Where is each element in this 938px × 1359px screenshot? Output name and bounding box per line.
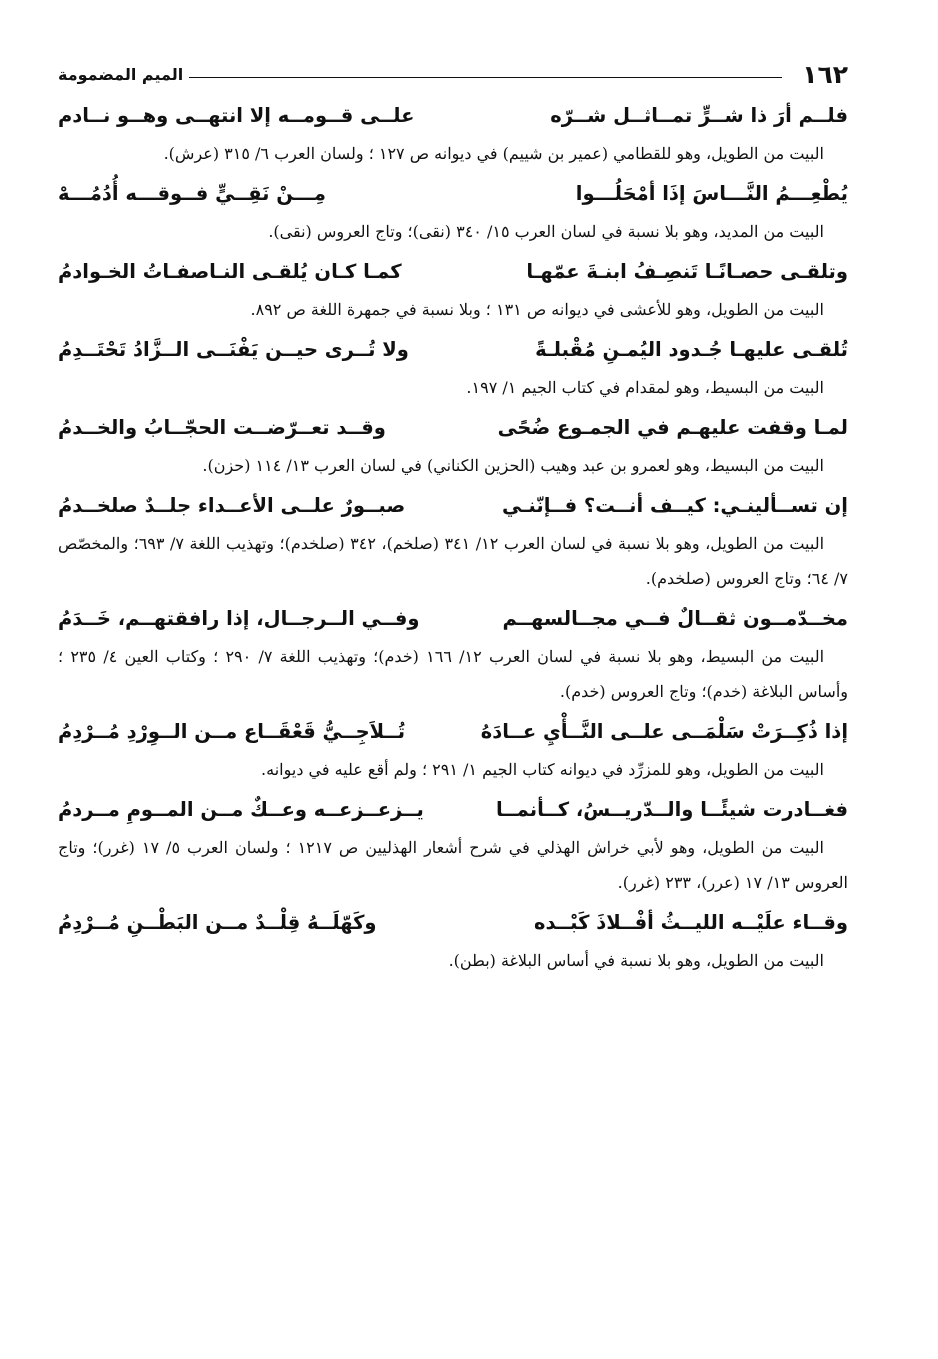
verse-entry: [58, 96, 848, 171]
verse-first-hemistich: وتلقـى حصـانًـا تَنصِـفُ ابنـةَ عمّهـا: [526, 260, 848, 283]
verse-source-note: البيت من الطويل، وهو بلا نسبة في أساس البلاغة (بطن).: [448, 951, 824, 970]
verse-line: [58, 174, 848, 214]
verse-entry: [58, 712, 848, 787]
verse-line: [58, 252, 848, 292]
verse-second-hemistich: علــى قــومــه إلا انتهــى وهــو نــادم: [58, 104, 415, 127]
running-head: الميم المضمومة: [58, 64, 184, 84]
verse-source-note: البيت من الطويل، وهو للأعشى في ديوانه ص ١٣١ ؛ وبلا نسبة في جمهرة اللغة ص ٨٩٢.: [250, 300, 824, 319]
verse-line: [58, 599, 848, 639]
verse-first-hemistich: يُطْعِـــمُ النَّـــاسَ إذَا أمْحَلُـــوا: [575, 182, 848, 205]
verse-entry: [58, 252, 848, 327]
verse-second-hemistich: وقــد تعــرّضــت الحجّــابُ والخــدمُ: [58, 416, 386, 439]
page-number: ١٦٢: [802, 59, 848, 89]
verse-first-hemistich: تُلقـى عليهـا جُـدود اليُمـنِ مُقْبلـةً: [535, 338, 848, 361]
verse-second-hemistich: صبــورٌ علــى الأعــداء جلــدٌ صلخــدمُ: [58, 494, 406, 517]
verse-second-hemistich: تُــلاَجِــيُّ قَعْقَــاع مــن الــوِرْدِ مُــرْدِمُ: [58, 720, 406, 743]
verse-entry: [58, 486, 848, 596]
verse-source-note: البيت من الطويل، وهو بلا نسبة في لسان العرب ١٢/ ٣٤١ (صلخم)، ٣٤٢ (صلخدم)؛ وتهذيب اللغة ٧/ ٦٩٣؛ والمخصّص ٧/ ٦٤؛ وتاج العروس (صلخدم).: [58, 534, 848, 588]
verse-first-hemistich: وقــاء علَيْــه الليــثُ أفْــلاذَ كَبْــده: [534, 911, 848, 934]
verse-first-hemistich: مخــدّمــون ثقــالٌ فــي مجــالسهــم: [502, 607, 848, 630]
verse-source-note: البيت من المديد، وهو بلا نسبة في لسان العرب ١٥/ ٣٤٠ (نقى)؛ وتاج العروس (نقى).: [268, 222, 824, 241]
verse-second-hemistich: مِـــنْ نَقِــيٍّ فــوقـــه أُدُمُـــهْ: [58, 182, 326, 205]
verse-entry: [58, 174, 848, 249]
verse-second-hemistich: وكَهّلَــهُ قِلْــدٌ مــن البَطْــنِ مُــرْدِمُ: [58, 911, 377, 934]
verse-entry: [58, 599, 848, 709]
verse-second-hemistich: ولا تُــرى حيــن يَفْنَــى الــزَّادُ تَحْتَــدِمُ: [58, 338, 409, 361]
verse-source-note: البيت من البسيط، وهو بلا نسبة في لسان العرب ١٢/ ١٦٦ (خدم)؛ وتهذيب اللغة ٧/ ٢٩٠ ؛ وكتاب العين ٤/ ٢٣٥ ؛ وأساس البلاغة (خدم)؛ وتاج العروس (خدم).: [58, 647, 848, 701]
verse-entry: [58, 903, 848, 978]
verse-line: [58, 408, 848, 448]
verse-second-hemistich: كمـا كـان يُلقـى النـاصفـاتُ الخـوادمُ: [58, 260, 402, 283]
header-rule: [189, 77, 782, 78]
verse-source-note: البيت من الطويل، وهو للمزرِّد في ديوانه كتاب الجيم ١/ ٢٩١ ؛ ولم أقع عليه في ديوانه.: [261, 760, 824, 779]
verse-first-hemistich: فلــم أرَ ذا شــرٍّ تمــاثــل شــرّه: [550, 104, 848, 127]
page-header: [58, 52, 848, 96]
verse-first-hemistich: إذا ذُكِــرَتْ سَلْمَــى علــى النَّــأْيِ عــادَهُ: [480, 720, 848, 743]
verse-entry: [58, 408, 848, 483]
verse-line: [58, 790, 848, 830]
verse-line: [58, 330, 848, 370]
verse-source-note: البيت من البسيط، وهو لمقدام في كتاب الجيم ١/ ١٩٧.: [466, 378, 824, 397]
verse-first-hemistich: لمـا وقفت عليهـم في الجمـوع ضُحًى: [497, 416, 848, 439]
verse-line: [58, 96, 848, 136]
verse-second-hemistich: يــزعــزعــه وعــكٌ مــن المــومِ مــردمُ: [58, 798, 424, 821]
verse-entry: [58, 790, 848, 900]
verse-entry: [58, 330, 848, 405]
verse-line: [58, 486, 848, 526]
verse-source-note: البيت من الطويل، وهو للقطامي (عمير بن شييم) في ديوانه ص ١٢٧ ؛ ولسان العرب ٦/ ٣١٥ (عرش).: [163, 144, 824, 163]
verse-source-note: البيت من البسيط، وهو لعمرو بن عبد وهيب (الحزين الكناني) في لسان العرب ١٣/ ١١٤ (حزن).: [202, 456, 824, 475]
verse-source-note: البيت من الطويل، وهو لأبي خراش الهذلي في شرح أشعار الهذليين ص ١٢١٧ ؛ ولسان العرب ٥/ ١٧ (غرر)؛ وتاج العروس ١٣/ ١٧ (عرر)، ٢٣٣ (غرر).: [58, 838, 848, 892]
book-page: [58, 52, 848, 981]
verse-second-hemistich: وفــي الــرجــال، إذا رافقتهــم، خَــدَمُ: [58, 607, 420, 630]
verse-line: [58, 903, 848, 943]
verse-first-hemistich: فغــادرت شيئًــا والــدّريــسُ، كــأنمــا: [496, 798, 848, 821]
verse-first-hemistich: إن تســألينـي: كيــف أنــت؟ فــإنّنـي: [502, 494, 848, 517]
verse-line: [58, 712, 848, 752]
